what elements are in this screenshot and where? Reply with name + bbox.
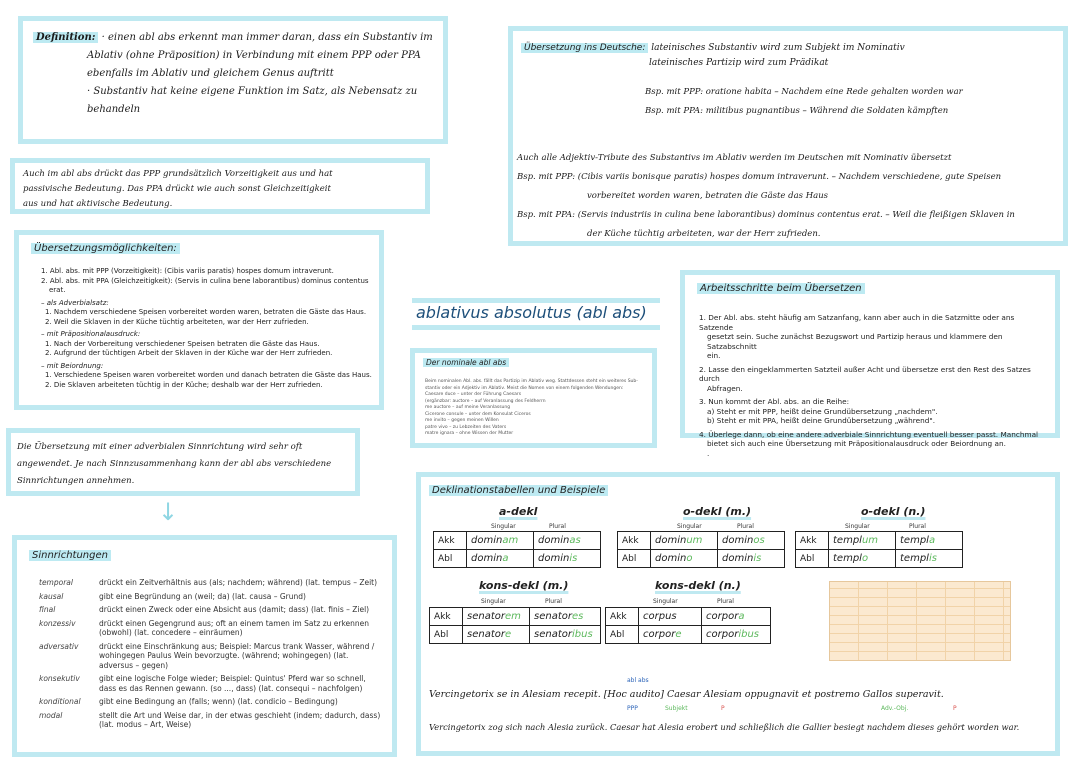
note-line: Sinnrichtungen annehmen. xyxy=(17,476,135,486)
form-akk-sg: dominum xyxy=(651,532,718,550)
arbeitsschritt-line: bietet sich auch eine Übersetzung mit Präpositionalausdruck oder Beiordnung an. xyxy=(707,439,1006,448)
annotation-praedikat: P xyxy=(953,705,957,712)
note-line: Die Übersetzung mit einer adverbialen Sinnrichtung wird sehr oft xyxy=(17,442,303,452)
sinnrichtung-term: kausal xyxy=(39,591,64,601)
arbeitsschritt-line: Abfragen. xyxy=(707,383,743,393)
sinnrichtungen-list xyxy=(39,578,384,734)
uebersetzung-deutsch-box xyxy=(508,26,1068,246)
note-line: passivische Bedeutung. Das PPA drückt wie auch sonst Gleichzeitigkeit xyxy=(23,184,331,194)
sinnrichtung-row xyxy=(39,619,384,638)
table-title: kons-dekl (m.) xyxy=(479,579,569,592)
form-akk-sg: senatorem xyxy=(463,608,530,626)
uebersetzung-line: vorbereitet worden waren, betraten die Gäste das Haus xyxy=(587,191,829,201)
sinnrichtung-desc: gibt eine Begründung an (weil; da) (lat. causa – Grund) xyxy=(99,591,306,601)
sinnrichtung-desc: gibt eine logische Folge wieder; Beispiel: Quintus' Pferd war so schnell, dass es das Rennen gewann. (so ..., dass) (lat. consequi – nachfolgen) xyxy=(99,674,366,693)
col-plural: Plural xyxy=(909,523,926,530)
nominal-list xyxy=(425,379,653,438)
uebersetzung-example: Bsp. mit PPP: oratione habita – Nachdem eine Rede gehalten worden war xyxy=(645,87,963,97)
sinnrichtungen-box xyxy=(12,535,397,757)
main-title xyxy=(412,298,660,330)
definition-line: Ablativ (ohne Präposition) in Verbindung mit einem PPP oder PPA xyxy=(87,50,421,61)
case-abl: Abl xyxy=(618,550,651,568)
table-title: o-dekl (m.) xyxy=(683,505,752,518)
nominal-line: me invito – gegen meinen Willen xyxy=(425,418,499,423)
sinnrichtung-term: konzessiv xyxy=(39,618,76,628)
table-title: a-dekl xyxy=(499,505,538,518)
form-akk-pl: senatores xyxy=(530,608,601,626)
example-german: Vercingetorix zog sich nach Alesia zurück. Caesar hat Alesia erobert und schließlich die Gallier besiegt nachdem dieses gehört worden war. xyxy=(429,722,1020,732)
form-abl-pl: senatoribus xyxy=(530,626,601,644)
nominal-line: Cicerone consule – unter dem Konsulat Ciceros xyxy=(425,411,531,417)
sinnrichtung-desc: drückt einen Zweck oder eine Absicht aus (damit; dass) (lat. finis – Ziel) xyxy=(99,605,370,614)
sinnrichtung-row xyxy=(39,697,384,707)
sinnrichtung-desc: drückt einen Gegengrund aus; oft an einem tamen im Satz zu erkennen (obwohl) (lat. concedere – einräumen) xyxy=(99,618,370,637)
note-line: angewendet. Je nach Sinnzusammenhang kann der abl abs verschiedene xyxy=(17,459,332,469)
note-line: aus und hat aktivische Bedeutung. xyxy=(23,199,173,209)
nominal-line: stantiv oder ein Adjektiv im Ablativ. Meist die Nomen von einem folgenden Wendungen: xyxy=(425,385,624,391)
declension-table-kons-m xyxy=(429,607,601,644)
form-abl-sg: templo xyxy=(829,550,896,568)
sinnrichtung-row xyxy=(39,711,384,730)
declension-table-kons-n xyxy=(605,607,771,644)
arbeitsschritte-title: Arbeitsschritte beim Übersetzen xyxy=(697,283,865,294)
form-akk-sg: templum xyxy=(829,532,896,550)
annotation-subjekt: Subjekt xyxy=(665,705,688,712)
col-singular: Singular xyxy=(653,598,678,605)
example-latin: Vercingetorix se in Alesiam recepit. [Hoc audito] Caesar Alesiam oppugnavit et postremo Gallos superavit. xyxy=(429,689,944,700)
col-singular: Singular xyxy=(845,523,870,530)
sinnrichtung-term: adversativ xyxy=(39,641,79,651)
form-akk-pl: templa xyxy=(896,532,963,550)
table-title: kons-dekl (n.) xyxy=(655,579,741,592)
declension-table-om xyxy=(617,531,785,568)
note-ppp-box xyxy=(10,158,430,214)
uebers-line: 2. Die Sklaven arbeiteten tüchtig in der Küche; deshalb war der Herr zufrieden. xyxy=(45,380,323,389)
col-plural: Plural xyxy=(717,598,734,605)
arbeitsschritt-line: 1. Der Abl. abs. steht häufig am Satzanfang, kann aber auch in die Satzmitte oder ans Satzende xyxy=(699,313,1015,332)
case-abl: Abl xyxy=(430,626,463,644)
form-akk-sg: corpus xyxy=(639,608,702,626)
uebersetzung-label: Übersetzung ins Deutsche: xyxy=(521,43,648,53)
nominal-line: me auctore – auf meine Veranlassung xyxy=(425,405,511,410)
arbeitsschritt-line: 2. Lasse den eingeklammerten Satzteil außer Acht und übersetze erst den Rest des Satzes durch xyxy=(699,364,1031,383)
case-akk: Akk xyxy=(434,532,467,550)
sinnrichtung-term: konditional xyxy=(39,697,81,706)
form-akk-pl: dominas xyxy=(534,532,601,550)
sinnrichtung-row xyxy=(39,642,384,671)
uebers-line: 1. Nach der Vorbereitung verschiedener Speisen betraten die Gäste das Haus. xyxy=(45,339,320,348)
form-akk-pl: corpora xyxy=(702,608,771,626)
down-arrow-icon: ↓ xyxy=(158,498,179,526)
uebers-line: – mit Beiordnung: xyxy=(41,361,104,370)
arbeitsschritte-box xyxy=(680,270,1060,458)
declension-table-a xyxy=(433,531,601,568)
definition-line: ebenfalls im Ablativ und gleichem Genus auftritt xyxy=(87,68,334,79)
uebers-line: erat. xyxy=(49,286,66,294)
annotation-adv-obj: Adv.-Obj. xyxy=(881,705,909,712)
sinnrichtung-term: temporal xyxy=(39,578,73,587)
uebers-line: – als Adverbialsatz: xyxy=(41,298,109,307)
form-abl-pl: templis xyxy=(896,550,963,568)
nominal-line: matre ignara – ohne Wissen der Mutter xyxy=(425,431,514,436)
col-plural: Plural xyxy=(549,523,566,530)
uebersetzungsmoeglichkeiten-box xyxy=(14,230,384,410)
col-singular: Singular xyxy=(677,523,702,530)
form-abl-sg: domina xyxy=(467,550,534,568)
note-adverbial-box xyxy=(6,428,360,496)
case-abl: Abl xyxy=(796,550,829,568)
definition-box xyxy=(18,16,448,144)
sinnrichtung-row xyxy=(39,674,384,693)
arbeitsschritt-line: a) Steht er mit PPP, heißt deine Grundübersetzung „nachdem". xyxy=(707,406,938,416)
nominal-line: (ergänzbar: auctore – auf Veranlassung des Feldherrn xyxy=(425,398,546,404)
annotation-praedikat: P xyxy=(721,705,725,712)
case-akk: Akk xyxy=(606,608,639,626)
nominal-title: Der nominale abl abs xyxy=(423,358,509,367)
table-title: o-dekl (n.) xyxy=(861,505,926,518)
uebersetzung-line: Bsp. mit PPP: (Cibis variis bonisque paratis) hospes domum intraverunt. – Nachdem verschiedene, gute Speisen xyxy=(517,172,1002,182)
annotation-abl-abs: abl abs xyxy=(627,677,649,684)
nominal-line: Caesare duce – unter der Führung Caesars xyxy=(425,392,522,397)
uebers-line: 1. Verschiedene Speisen waren vorbereitet worden und danach betraten die Gäste das Haus. xyxy=(45,371,372,379)
sinnrichtungen-title: Sinnrichtungen xyxy=(29,550,111,561)
declension-table-on xyxy=(795,531,963,568)
uebersetzung-line: Bsp. mit PPA: (Servis industriis in culina bene laborantibus) dominus contentus erat. – Weil die fleißigen Sklaven in xyxy=(517,210,1015,220)
definition-label: Definition: xyxy=(33,32,98,43)
uebersetzung-line: lateinisches Partizip wird zum Prädikat xyxy=(649,58,829,68)
form-akk-sg: dominam xyxy=(467,532,534,550)
uebers-line: – mit Präpositionalausdruck: xyxy=(41,330,141,338)
arbeitsschritt-line: 4. Überlege dann, ob eine andere adverbiale Sinnrichtung eventuell besser passt. Manchmal xyxy=(699,429,1039,439)
uebersetzungsmoeglichkeiten-title: Übersetzungsmöglichkeiten: xyxy=(31,243,180,254)
uebersetzung-line: Auch alle Adjektiv-Tribute des Substantivs im Ablativ werden im Deutschen mit Nominativ übersetzt xyxy=(517,153,952,163)
declension-overview-image xyxy=(829,581,1011,661)
deklination-title: Deklinationstabellen und Beispiele xyxy=(429,485,608,496)
arbeitsschritt-line: b) Steht er mit PPA, heißt deine Grundübersetzung „während". xyxy=(707,416,936,425)
uebers-line: 2. Aufgrund der tüchtigen Arbeit der Sklaven in der Küche war der Herr zufrieden. xyxy=(45,349,333,357)
nominal-box xyxy=(410,348,657,448)
arbeitsschritt-line: ein. xyxy=(707,351,721,360)
sinnrichtung-desc: drückt eine Einschränkung aus; Beispiel: Marcus trank Wasser, während / wohingegen Paulus Wein bevorzugte. (während; wohingegen) (lat. adversus – gegen) xyxy=(99,641,375,670)
form-abl-sg: domino xyxy=(651,550,718,568)
nominal-line: patre vivo – zu Lebzeiten des Vaters xyxy=(425,424,507,430)
uebersetzung-line: lateinisches Substantiv wird zum Subjekt im Nominativ xyxy=(651,43,905,53)
uebers-line: 1. Abl. abs. mit PPP (Vorzeitigkeit): (Cibis variis paratis) hospes domum intraverunt. xyxy=(41,267,334,275)
col-plural: Plural xyxy=(545,598,562,605)
uebers-line: 1. Nachdem verschiedene Speisen vorbereitet worden waren, betraten die Gäste das Haus. xyxy=(45,308,367,316)
case-abl: Abl xyxy=(434,550,467,568)
case-akk: Akk xyxy=(430,608,463,626)
nominal-line: Beim nominalen Abl. abs. fällt das Partizip im Ablativ weg. Stattdessen steht ein weiteres Sub- xyxy=(425,379,638,384)
sinnrichtung-row xyxy=(39,605,384,615)
arbeitsschritt-line: 3. Nun kommt der Abl. abs. an die Reihe: xyxy=(699,397,850,406)
case-akk: Akk xyxy=(796,532,829,550)
deklination-box xyxy=(416,472,1060,756)
main-title-text: ablativus absolutus (abl abs) xyxy=(416,303,647,322)
arbeitsschritt-line: gesetzt sein. Suche zunächst Bezugswort und Partizip heraus und klammere den Satzabschnitt xyxy=(707,332,1003,351)
sinnrichtung-desc: gibt eine Bedingung an (falls; wenn) (lat. condicio – Bedingung) xyxy=(99,697,338,706)
form-akk-pl: dominos xyxy=(718,532,785,550)
definition-line: · einen abl abs erkennt man immer daran, dass ein Substantiv im xyxy=(101,32,433,43)
arbeitsschritte-list xyxy=(699,313,1049,458)
col-plural: Plural xyxy=(737,523,754,530)
col-singular: Singular xyxy=(481,598,506,605)
sinnrichtung-row xyxy=(39,592,384,602)
sinnrichtung-row xyxy=(39,578,384,588)
uebers-line: 2. Abl. abs. mit PPA (Gleichzeitigkeit): (Servis in culina bene laborantibus) dominus contentus xyxy=(41,276,369,285)
uebersetzung-line: der Küche tüchtig arbeiteten, war der Herr zufrieden. xyxy=(587,229,821,239)
sinnrichtung-term: konsekutiv xyxy=(39,674,80,683)
sinnrichtung-desc: stellt die Art und Weise dar, in der etwas geschieht (indem; dadurch, dass) (lat. modus – Art, Weise) xyxy=(99,710,381,729)
definition-line: · Substantiv hat keine eigene Funktion im Satz, als Nebensatz zu xyxy=(87,86,418,97)
sinnrichtung-term: final xyxy=(39,605,56,614)
form-abl-pl: dominis xyxy=(718,550,785,568)
col-singular: Singular xyxy=(491,523,516,530)
uebers-line: 2. Weil die Sklaven in der Küche tüchtig arbeiteten, war der Herr zufrieden. xyxy=(45,317,309,326)
case-abl: Abl xyxy=(606,626,639,644)
sinnrichtung-desc: drückt ein Zeitverhältnis aus (als; nachdem; während) (lat. tempus – Zeit) xyxy=(99,578,378,587)
sinnrichtung-term: modal xyxy=(39,710,63,720)
definition-line: behandeln xyxy=(87,104,141,115)
form-abl-pl: corporibus xyxy=(702,626,771,644)
form-abl-sg: senatore xyxy=(463,626,530,644)
form-abl-sg: corpore xyxy=(639,626,702,644)
arbeitsschritt-line: . xyxy=(707,448,710,458)
uebersetzung-example: Bsp. mit PPA: militibus pugnantibus – Während die Soldaten kämpften xyxy=(645,106,949,116)
case-akk: Akk xyxy=(618,532,651,550)
form-abl-pl: dominis xyxy=(534,550,601,568)
annotation-ppp: PPP xyxy=(627,705,638,712)
note-line: Auch im abl abs drückt das PPP grundsätzlich Vorzeitigkeit aus und hat xyxy=(23,169,333,179)
